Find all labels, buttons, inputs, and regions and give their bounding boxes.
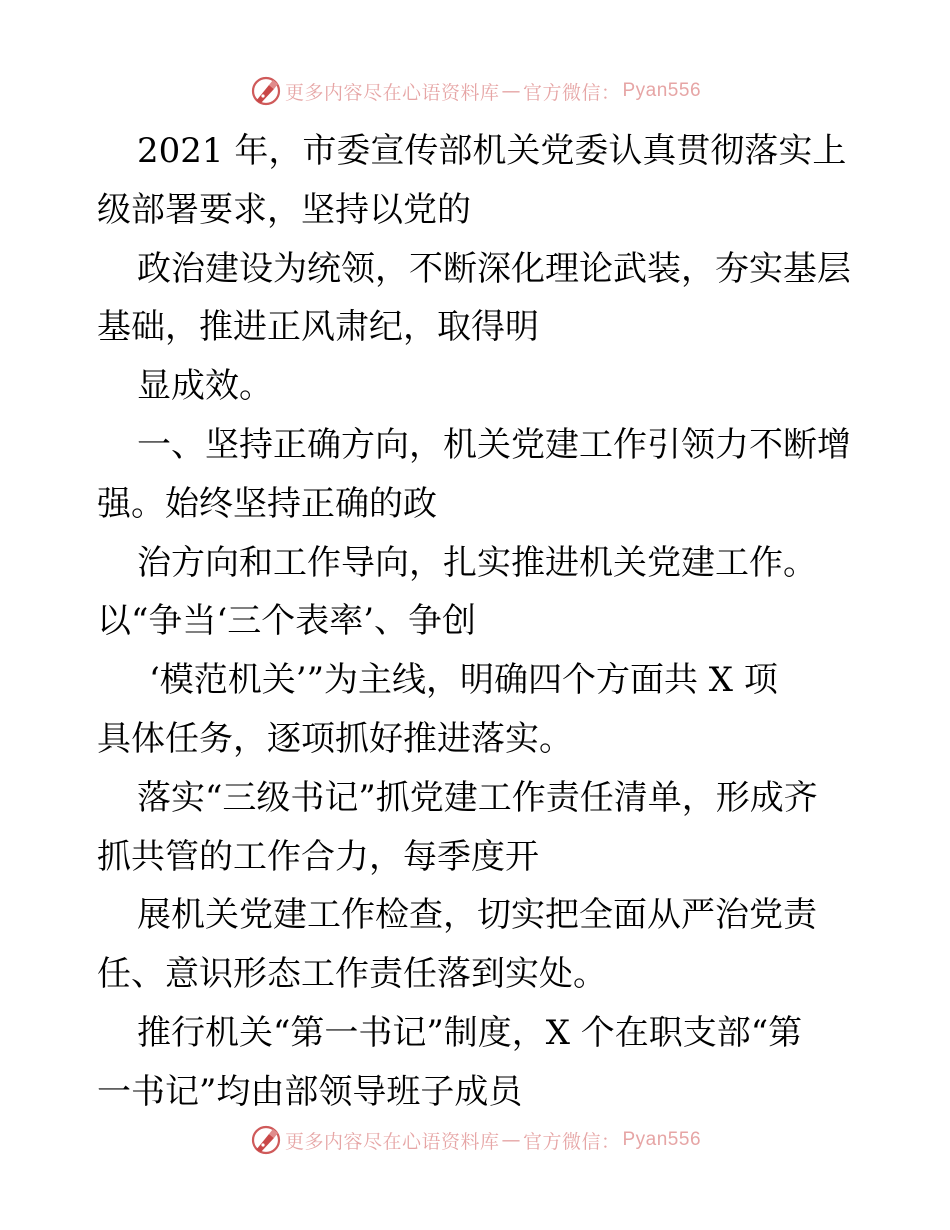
- text-line: 级部署要求，坚持以党的: [97, 189, 471, 230]
- watermark-wechat-id: Pyan556: [622, 1129, 702, 1150]
- text-line: 政治建设为统领，不断深化理论武装，夯实基层: [137, 248, 851, 289]
- document-body: [97, 122, 857, 1122]
- text-line: 任、意识形态工作责任落到实处。: [97, 954, 607, 995]
- watermark-separator: —: [501, 1129, 521, 1151]
- text-line: 基础，推进正风肃纪，取得明: [97, 307, 539, 348]
- watermark-separator: —: [501, 80, 521, 102]
- text-line: 推行机关“第一书记”制度，X 个在职支部“第: [137, 1012, 803, 1053]
- text-line: 治方向和工作导向，扎实推进机关党建工作。: [137, 542, 817, 583]
- text-line: ‘模范机关’”为主线，明确四个方面共 X 项: [149, 660, 778, 701]
- pen-nib-logo-icon: [249, 1123, 283, 1157]
- watermark-label: 官方微信：: [522, 81, 621, 104]
- watermark-wechat-id: Pyan556: [622, 80, 702, 101]
- text-line: 具体任务，逐项抓好推进落实。: [97, 718, 573, 759]
- watermark-label: 官方微信：: [522, 1130, 621, 1153]
- header-watermark: [0, 71, 950, 111]
- watermark-site-text: 更多内容尽在心语资料库: [284, 1130, 500, 1153]
- text-line: 一书记”均由部领导班子成员: [97, 1071, 523, 1112]
- pen-nib-logo-icon: [249, 74, 283, 108]
- watermark-site-text: 更多内容尽在心语资料库: [284, 81, 500, 104]
- text-line: 以“争当‘三个表率’、争创: [97, 601, 476, 642]
- text-line: 2021 年，市委宣传部机关党委认真贯彻落实上: [137, 131, 847, 171]
- text-line: 展机关党建工作检查，切实把全面从严治党责: [137, 895, 817, 936]
- text-line: 抓共管的工作合力，每季度开: [97, 836, 539, 877]
- text-line: 一、坚持正确方向，机关党建工作引领力不断增: [137, 424, 851, 465]
- text-line: 强。始终坚持正确的政: [97, 483, 437, 524]
- footer-watermark: [0, 1120, 950, 1160]
- text-line: 落实“三级书记”抓党建工作责任清单，形成齐: [137, 777, 818, 818]
- text-line: 显成效。: [137, 366, 273, 407]
